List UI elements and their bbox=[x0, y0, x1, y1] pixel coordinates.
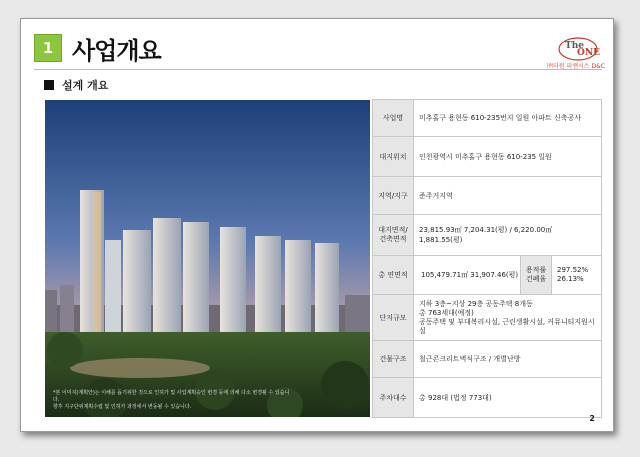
row-value: 105,479.71㎡ 31,907.46(평) bbox=[421, 271, 519, 279]
table-row bbox=[373, 256, 602, 295]
row-label: 지역/지구 bbox=[373, 177, 414, 215]
logo-text: ㈜더원 피앤시스 D&C bbox=[546, 63, 605, 70]
table-row bbox=[373, 177, 602, 215]
row-value: 미추홀구 용현동 610-235번지 일원 아파트 신축공사 bbox=[414, 100, 602, 137]
rendering-illustration bbox=[45, 100, 370, 417]
apartment-rendering-image bbox=[45, 100, 370, 417]
title-divider bbox=[34, 69, 602, 70]
document-page bbox=[20, 18, 614, 432]
row-value: 지하 3층~지상 29층 공동주택 8개동 총 763세대(예정) 공동주택 및 부대복리시설, 근린생활시설, 커뮤니티지원시설 bbox=[414, 295, 602, 341]
section-heading bbox=[44, 77, 108, 93]
row-value: 23,815.93㎡ 7,204.31(평) / 6,220.00㎡ 1,881.55(평) bbox=[414, 215, 602, 256]
row-value: 철근콘크리트벽식구조 / 개별난방 bbox=[414, 341, 602, 378]
row-label: 주차대수 bbox=[373, 378, 414, 418]
section-number-badge: 1 bbox=[34, 34, 62, 62]
row-label: 단지규모 bbox=[373, 295, 414, 341]
row-value: 인천광역시 미추홀구 용현동 610-235 일원 bbox=[414, 137, 602, 177]
square-bullet-icon bbox=[44, 80, 54, 90]
row-value: 준주거지역 bbox=[414, 177, 602, 215]
table-row bbox=[373, 295, 602, 341]
caption-line: *본 이미지(계획안)는 이해를 돕기위한 것으로 인허가 및 사업계획승인 변경 등에 의해 다소 변경될 수 있습니다. bbox=[53, 390, 290, 403]
row-label: 사업명 bbox=[373, 100, 414, 137]
table-row bbox=[373, 341, 602, 378]
table-row bbox=[373, 100, 602, 137]
table-row bbox=[373, 215, 602, 256]
row-label: 대지위치 bbox=[373, 137, 414, 177]
sub-label: 용적률 건폐율 bbox=[520, 256, 552, 294]
table-row bbox=[373, 378, 602, 418]
row-value-split bbox=[414, 256, 602, 295]
row-label: 총 연면적 bbox=[373, 256, 414, 295]
sub-value: 297.52% 26.13% bbox=[557, 266, 589, 283]
row-label: 건물구조 bbox=[373, 341, 414, 378]
table-row bbox=[373, 137, 602, 177]
title-row bbox=[34, 31, 161, 65]
svg-text:The: The bbox=[565, 41, 584, 51]
caption-line: 향후 지구단위계획수립 및 인허가 과정에서 변동될 수 있습니다. bbox=[53, 404, 192, 410]
svg-text:ONE: ONE bbox=[577, 48, 600, 58]
section-title: 설계 개요 bbox=[62, 79, 109, 92]
row-value: 총 928대 (법정 773대) bbox=[414, 378, 602, 418]
page-number: 2 bbox=[589, 414, 595, 423]
image-caption bbox=[53, 390, 293, 411]
design-overview-table bbox=[372, 99, 602, 418]
row-label: 대지면적/ 건축면적 bbox=[373, 215, 414, 256]
page-title: 사업개요 bbox=[72, 36, 161, 65]
